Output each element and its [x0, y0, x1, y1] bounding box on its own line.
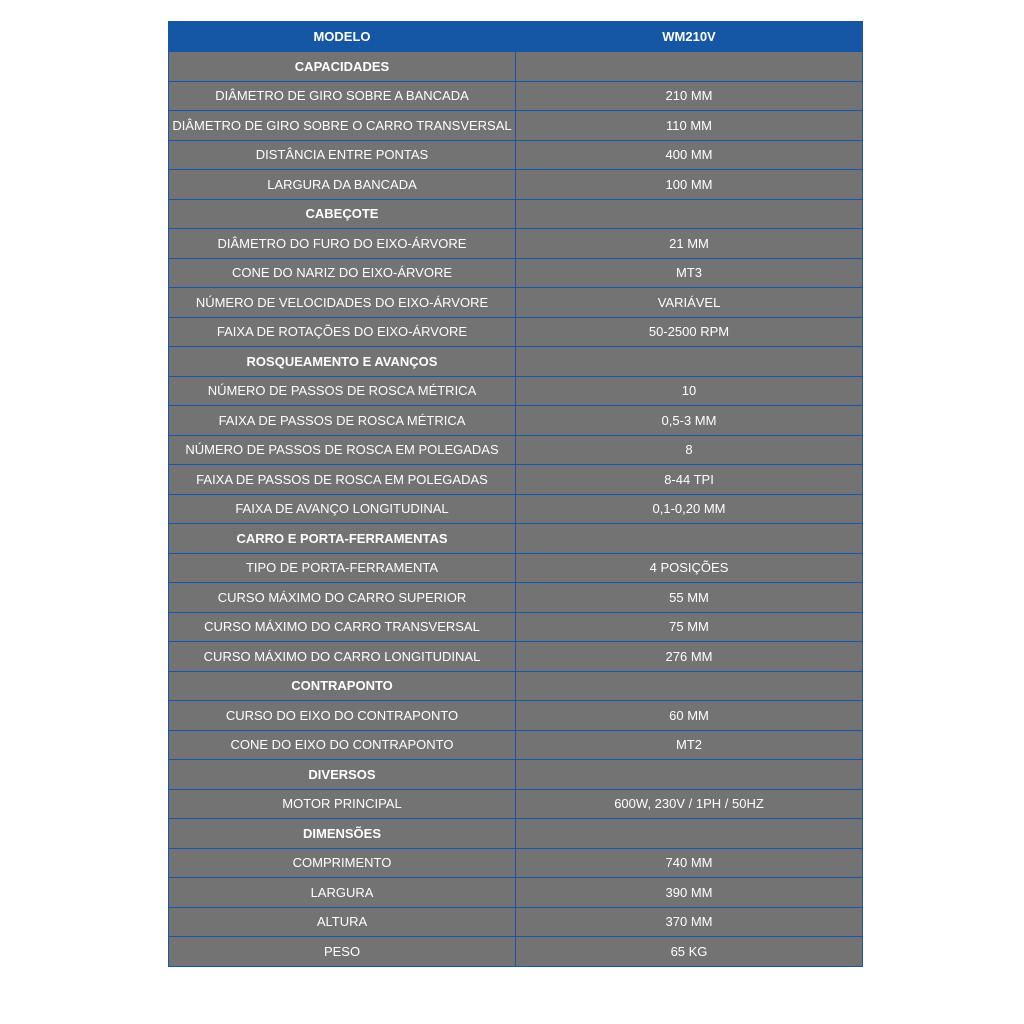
spec-value: 740 MM: [516, 848, 863, 878]
spec-value: 110 MM: [516, 111, 863, 141]
spec-row: [169, 701, 863, 731]
spec-row: [169, 494, 863, 524]
spec-label: COMPRIMENTO: [169, 848, 516, 878]
spec-row: [169, 642, 863, 672]
section-title: ROSQUEAMENTO E AVANÇOS: [169, 347, 516, 377]
spec-row: [169, 583, 863, 613]
spec-label: CURSO DO EIXO DO CONTRAPONTO: [169, 701, 516, 731]
spec-value: 390 MM: [516, 878, 863, 908]
section-row: [169, 199, 863, 229]
section-empty-cell: [516, 760, 863, 790]
spec-row: [169, 907, 863, 937]
spec-label: NÚMERO DE VELOCIDADES DO EIXO-ÁRVORE: [169, 288, 516, 318]
section-empty-cell: [516, 671, 863, 701]
section-empty-cell: [516, 199, 863, 229]
spec-label: ALTURA: [169, 907, 516, 937]
spec-value: 75 MM: [516, 612, 863, 642]
spec-label: CURSO MÁXIMO DO CARRO SUPERIOR: [169, 583, 516, 613]
spec-value: 210 MM: [516, 81, 863, 111]
section-row: [169, 347, 863, 377]
spec-label: DIÂMETRO DE GIRO SOBRE O CARRO TRANSVERSAL: [169, 111, 516, 141]
section-title: DIVERSOS: [169, 760, 516, 790]
section-row: [169, 671, 863, 701]
spec-value: 100 MM: [516, 170, 863, 200]
spec-value: 21 MM: [516, 229, 863, 259]
spec-row: [169, 612, 863, 642]
section-title: CONTRAPONTO: [169, 671, 516, 701]
spec-label: LARGURA DA BANCADA: [169, 170, 516, 200]
spec-label: FAIXA DE AVANÇO LONGITUDINAL: [169, 494, 516, 524]
spec-row: [169, 465, 863, 495]
spec-label: FAIXA DE PASSOS DE ROSCA MÉTRICA: [169, 406, 516, 436]
spec-table: [168, 21, 863, 967]
section-row: [169, 524, 863, 554]
spec-row: [169, 317, 863, 347]
section-empty-cell: [516, 347, 863, 377]
spec-row: [169, 789, 863, 819]
header-value: WM210V: [516, 22, 863, 52]
spec-row: [169, 730, 863, 760]
spec-value: 4 POSIÇÕES: [516, 553, 863, 583]
spec-row: [169, 848, 863, 878]
spec-value: MT2: [516, 730, 863, 760]
spec-value: 600W, 230V / 1PH / 50HZ: [516, 789, 863, 819]
spec-value: 400 MM: [516, 140, 863, 170]
section-empty-cell: [516, 524, 863, 554]
spec-label: CONE DO EIXO DO CONTRAPONTO: [169, 730, 516, 760]
spec-value: MT3: [516, 258, 863, 288]
spec-row: [169, 258, 863, 288]
spec-value: 8-44 TPI: [516, 465, 863, 495]
spec-value: 370 MM: [516, 907, 863, 937]
section-empty-cell: [516, 819, 863, 849]
header-row: [169, 22, 863, 52]
spec-label: LARGURA: [169, 878, 516, 908]
spec-row: [169, 140, 863, 170]
spec-table-body: [169, 22, 863, 967]
spec-row: [169, 553, 863, 583]
spec-row: [169, 81, 863, 111]
spec-value: 50-2500 RPM: [516, 317, 863, 347]
spec-row: [169, 937, 863, 967]
section-title: CAPACIDADES: [169, 52, 516, 82]
spec-row: [169, 288, 863, 318]
spec-row: [169, 229, 863, 259]
section-row: [169, 760, 863, 790]
spec-value: 10: [516, 376, 863, 406]
spec-label: CURSO MÁXIMO DO CARRO TRANSVERSAL: [169, 612, 516, 642]
spec-row: [169, 878, 863, 908]
section-title: CARRO E PORTA-FERRAMENTAS: [169, 524, 516, 554]
section-row: [169, 819, 863, 849]
spec-label: NÚMERO DE PASSOS DE ROSCA EM POLEGADAS: [169, 435, 516, 465]
section-title: CABEÇOTE: [169, 199, 516, 229]
spec-row: [169, 406, 863, 436]
spec-label: DIÂMETRO DO FURO DO EIXO-ÁRVORE: [169, 229, 516, 259]
spec-value: 60 MM: [516, 701, 863, 731]
header-label: MODELO: [169, 22, 516, 52]
spec-value: 276 MM: [516, 642, 863, 672]
spec-label: MOTOR PRINCIPAL: [169, 789, 516, 819]
spec-label: CONE DO NARIZ DO EIXO-ÁRVORE: [169, 258, 516, 288]
spec-row: [169, 170, 863, 200]
spec-label: CURSO MÁXIMO DO CARRO LONGITUDINAL: [169, 642, 516, 672]
spec-label: DIÂMETRO DE GIRO SOBRE A BANCADA: [169, 81, 516, 111]
spec-label: TIPO DE PORTA-FERRAMENTA: [169, 553, 516, 583]
spec-row: [169, 435, 863, 465]
spec-value: 0,5-3 MM: [516, 406, 863, 436]
spec-value: 0,1-0,20 MM: [516, 494, 863, 524]
spec-label: NÚMERO DE PASSOS DE ROSCA MÉTRICA: [169, 376, 516, 406]
spec-label: DISTÂNCIA ENTRE PONTAS: [169, 140, 516, 170]
spec-value: 55 MM: [516, 583, 863, 613]
spec-label: FAIXA DE PASSOS DE ROSCA EM POLEGADAS: [169, 465, 516, 495]
spec-label: PESO: [169, 937, 516, 967]
spec-label: FAIXA DE ROTAÇÕES DO EIXO-ÁRVORE: [169, 317, 516, 347]
section-title: DIMENSÕES: [169, 819, 516, 849]
spec-value: VARIÁVEL: [516, 288, 863, 318]
spec-value: 8: [516, 435, 863, 465]
spec-value: 65 KG: [516, 937, 863, 967]
spec-row: [169, 111, 863, 141]
section-empty-cell: [516, 52, 863, 82]
spec-row: [169, 376, 863, 406]
section-row: [169, 52, 863, 82]
